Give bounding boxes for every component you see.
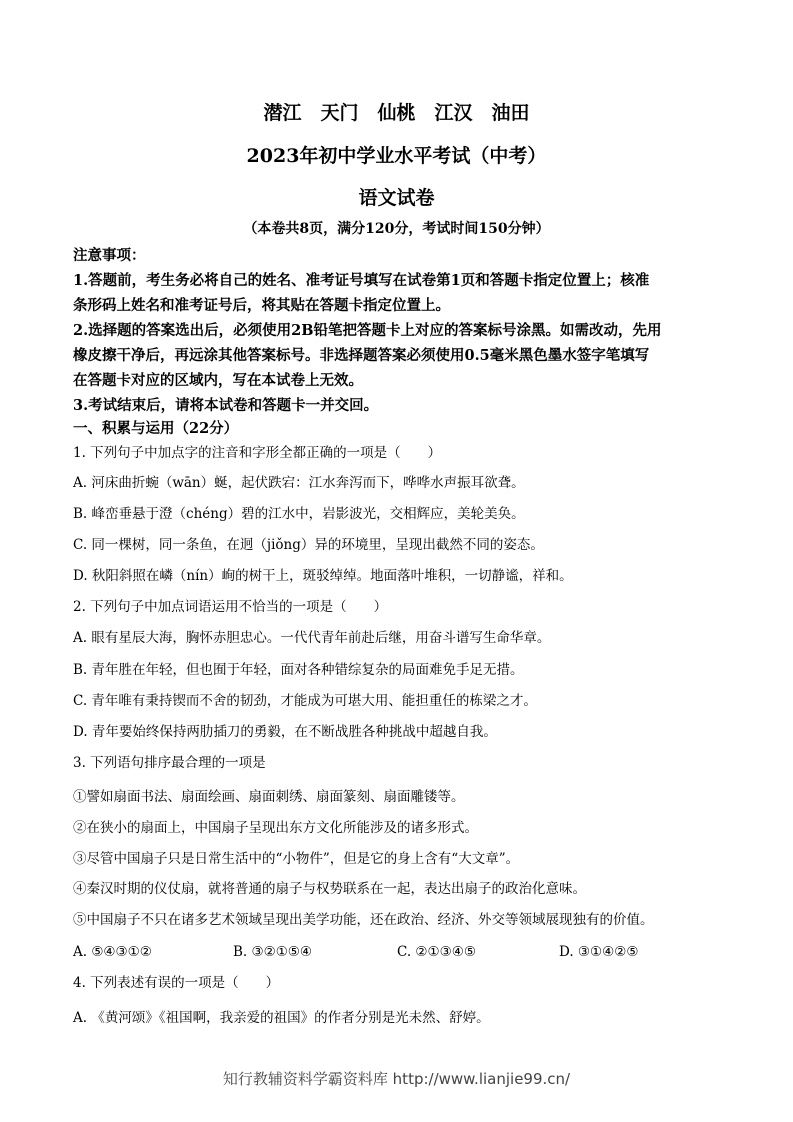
sentence-item: ②在狭小的扇面上，中国扇子呈现出东方文化所能涉及的诸多形式。	[73, 820, 478, 836]
exam-title: 2023年初中学业水平考试（中考）	[246, 145, 547, 167]
section-title: 一、积累与运用（22分）	[73, 420, 239, 437]
notes-line: 1.答题前，考生务必将自己的姓名、准考证号填写在试卷第1页和答题卡指定位置上；核准	[73, 272, 650, 289]
question-option: A. 《黄河颂》《祖国啊，我亲爱的祖国》的作者分别是光未然、舒婷。	[73, 1010, 490, 1026]
question-option: D. 青年要始终保持两肋插刀的勇毅，在不断战胜各种挑战中超越自我。	[73, 724, 497, 740]
question-option: B. 峰峦垂悬于澄（chéng）碧的江水中，岩影波光，交相辉应，美轮美奂。	[73, 506, 525, 522]
question-option: A. 河床曲折蜿（wān）蜒，起伏跌宕：江水奔泻而下，哗哗水声振耳欲聋。	[73, 475, 525, 491]
question-stem: 2. 下列句子中加点词语运用不恰当的一项是（ ）	[73, 599, 388, 615]
exam-info: （本卷共8页，满分120分，考试时间150分钟）	[243, 221, 550, 237]
notes-line: 3.考试结束后，请将本试卷和答题卡一并交回。	[73, 397, 379, 414]
notes-title: 注意事项：	[73, 247, 146, 264]
question-stem: 1. 下列句子中加点字的注音和字形全都正确的一项是（ ）	[73, 445, 442, 461]
regions-title: 潜江 天门 仙桃 江汉 油田	[263, 102, 530, 124]
choice-option: D. ③①④②⑤	[559, 944, 639, 960]
notes-line: 2.选择题的答案选出后，必须使用2B铅笔把答题卡上对应的答案标号涂黑。如需改动，先用	[73, 322, 662, 339]
question-option: D. 秋阳斜照在嶙（nín）峋的树干上，斑驳绰绰。地面落叶堆积，一切静谧，祥和。	[73, 568, 573, 584]
question-stem: 4. 下列表述有误的一项是（ ）	[73, 975, 280, 991]
sentence-item: ④秦汉时期的仪仗扇，就将普通的扇子与权势联系在一起，表达出扇子的政治化意味。	[73, 881, 586, 897]
question-stem: 3. 下列语句排序最合理的一项是	[73, 755, 266, 771]
question-option: A. 眼有星辰大海，胸怀赤胆忠心。一代代青年前赴后继，用奋斗谱写生命华章。	[73, 630, 551, 646]
choice-option: C. ②①③④⑤	[397, 944, 476, 960]
question-option: C. 青年唯有秉持锲而不舍的韧劲，才能成为可堪大用、能担重任的栋梁之才。	[73, 693, 537, 709]
subject-title: 语文试卷	[358, 187, 435, 209]
notes-line: 橡皮擦干净后，再远涂其他答案标号。非选择题答案必须使用0.5毫米黑色墨水签字笔填写	[73, 347, 650, 364]
sentence-item: ⑤中国扇子不只在诸多艺术领域呈现出美学功能，还在政治、经济、外交等领域展现独有的价值。	[73, 912, 654, 928]
footer-watermark: 知行教辅资料学霸资料库 http://www.lianjie99.cn/	[222, 1070, 571, 1088]
notes-line: 条形码上姓名和准考证号后，将其贴在答题卡指定位置上。	[73, 297, 450, 314]
question-option: B. 青年胜在年轻，但也囿于年轻，面对各种错综复杂的局面难免手足无措。	[73, 662, 524, 678]
sentence-item: ③尽管中国扇子只是日常生活中的“小物件”，但是它的身上含有“大文章”。	[73, 851, 520, 867]
choice-option: A. ⑤④③①②	[73, 944, 152, 960]
sentence-item: ①譬如扇面书法、扇面绘画、扇面刺绣、扇面篆刻、扇面雕镂等。	[73, 789, 465, 805]
choice-option: B. ③②①⑤④	[233, 944, 313, 960]
notes-line: 在答题卡对应的区域内，写在本试卷上无效。	[73, 372, 363, 389]
question-option: C. 同一棵树，同一条鱼，在迥（jiǒng）异的环境里，呈现出截然不同的姿态。	[73, 537, 544, 553]
